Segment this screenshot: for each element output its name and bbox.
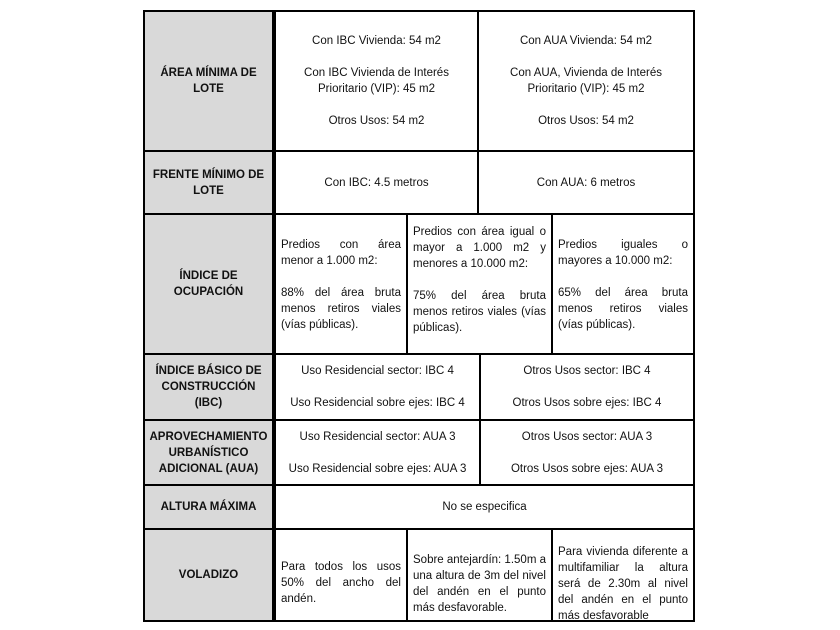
area-ibc-otros: Otros Usos: 54 m2	[328, 115, 425, 127]
row-header-area-minima: ÁREA MÍNIMA DE LOTE	[143, 10, 274, 152]
row-header-frente-minimo: FRENTE MÍNIMO DE LOTE	[143, 150, 274, 215]
area-aua-cell	[477, 10, 695, 152]
row-aprovechamiento	[143, 419, 695, 486]
area-aua-vip: Con AUA, Vivienda de Interés Prioritario (VIP): 45 m2	[510, 67, 662, 95]
ocupacion-col-1: Predios con área menor a 1.000 m2: 88% del área bruta menos retiros viales (vías públicas).	[274, 213, 408, 355]
ocupacion-col-3: Predios iguales o mayores a 10.000 m2: 65% del área bruta menos retiros viales (vías públicas).	[551, 213, 695, 355]
row-frente-minimo	[143, 150, 695, 215]
normas-table	[143, 10, 695, 622]
row-header-altura-maxima: ALTURA MÁXIMA	[143, 484, 274, 530]
ibc-residencial-cell: Uso Residencial sector: IBC 4 Uso Residencial sobre ejes: IBC 4	[274, 353, 481, 421]
area-ibc-vivienda: Con IBC Vivienda: 54 m2	[312, 35, 441, 47]
ocupacion-col-2: Predios con área igual o mayor a 1.000 m2 y menores a 10.000 m2: 75% del área bruta menos retiros viales (vías públicas).	[406, 213, 553, 355]
voladizo-col-1: Para todos los usos 50% del ancho del andén.	[274, 528, 408, 622]
ibc-otros-cell: Otros Usos sector: IBC 4 Otros Usos sobre ejes: IBC 4	[479, 353, 695, 421]
row-area-minima	[143, 10, 695, 152]
area-ibc-cell	[274, 10, 479, 152]
row-indice-basico	[143, 353, 695, 421]
row-header-indice-ocupacion: ÍNDICE DE OCUPACIÓN	[143, 213, 274, 355]
area-aua-otros: Otros Usos: 54 m2	[538, 115, 634, 127]
row-header-aprovechamiento: APROVECHAMIENTO URBANÍSTICO ADICIONAL (AUA)	[143, 419, 274, 486]
altura-value-cell: No se especifica	[274, 484, 695, 530]
area-ibc-vip: Con IBC Vivienda de Interés Prioritario (VIP): 45 m2	[304, 67, 449, 95]
voladizo-col-3: Para vivienda diferente a multifamiliar la altura será de 2.30m al nivel del andén en el punto más desfavorable	[551, 528, 695, 622]
frente-aua-cell: Con AUA: 6 metros	[477, 150, 695, 215]
voladizo-col-2: Sobre antejardín: 1.50m a una altura de 3m del nivel del andén en el punto más desfavorable.	[406, 528, 553, 622]
row-voladizo	[143, 528, 695, 622]
area-aua-vivienda: Con AUA Vivienda: 54 m2	[519, 35, 653, 47]
frente-ibc-cell: Con IBC: 4.5 metros	[274, 150, 479, 215]
aua-residencial-cell: Uso Residencial sector: AUA 3 Uso Residencial sobre ejes: AUA 3	[274, 419, 481, 486]
row-altura-maxima	[143, 484, 695, 530]
aua-otros-cell: Otros Usos sector: AUA 3 Otros Usos sobre ejes: AUA 3	[479, 419, 695, 486]
row-header-voladizo: VOLADIZO	[143, 528, 274, 622]
row-indice-ocupacion	[143, 213, 695, 355]
row-header-indice-basico: ÍNDICE BÁSICO DE CONSTRUCCIÓN (IBC)	[143, 353, 274, 421]
